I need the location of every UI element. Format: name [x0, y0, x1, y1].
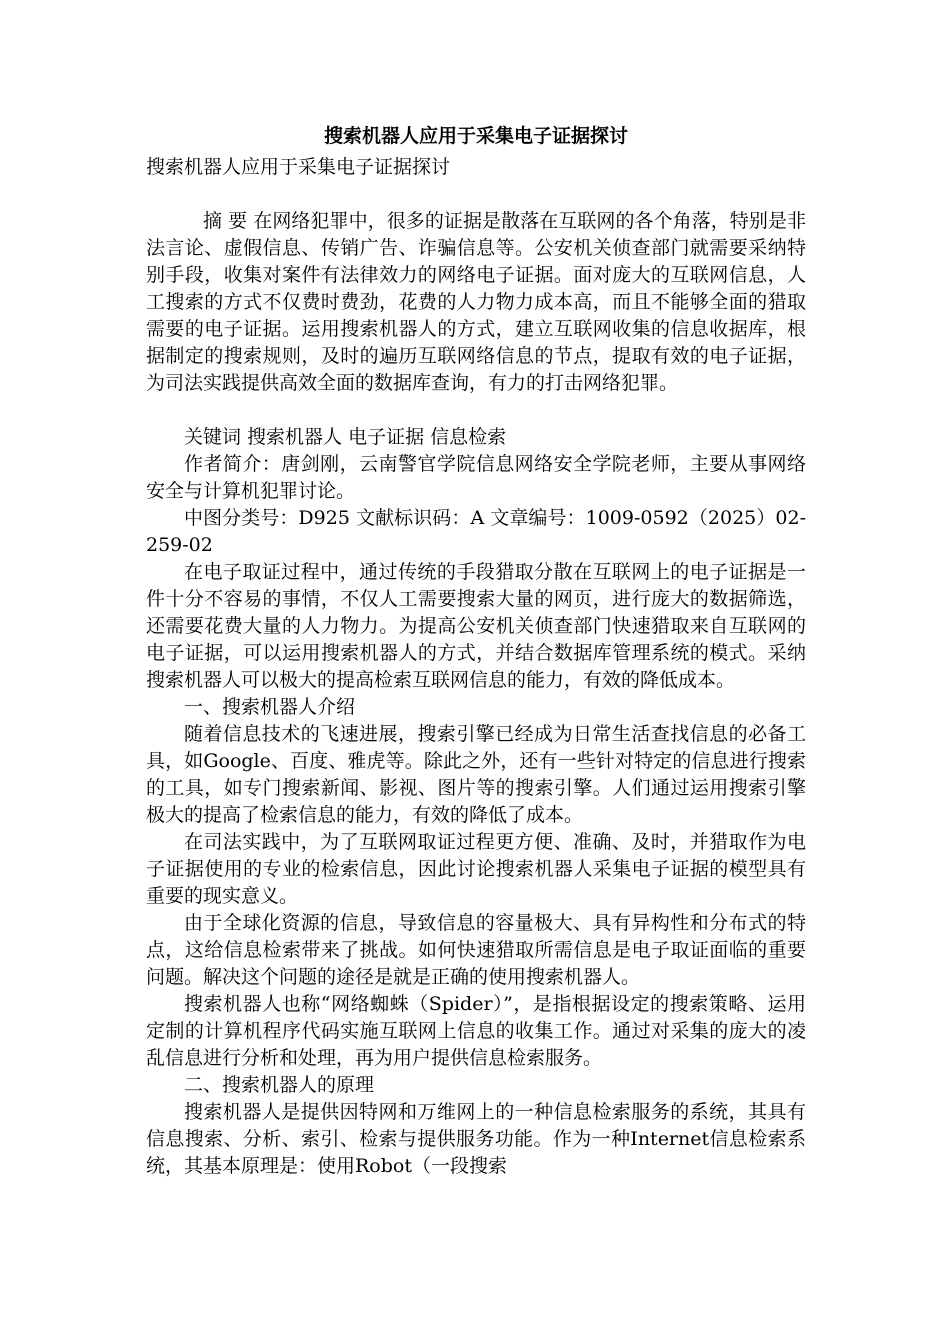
blank-line	[146, 181, 806, 208]
document-page	[146, 118, 806, 1180]
section-heading-2: 二、搜索机器人的原理	[184, 1074, 375, 1096]
body-paragraph: 由于全球化资源的信息，导致信息的容量极大、具有异构性和分布式的特点，这给信息检索带来了挑战。如何快速猎取所需信息是电子取证面临的重要问题。解决这个问题的途径是就是正确的使用搜索机器人。	[146, 912, 806, 988]
document-subtitle: 搜索机器人应用于采集电子证据探讨	[146, 156, 451, 178]
body-paragraph: 随着信息技术的飞速进展，搜索引擎已经成为日常生活查找信息的必备工具，如Google、百度、雅虎等。除此之外，还有一些针对特定的信息进行搜索的工具，如专门搜索新闻、影视、图片等的搜索引擎。人们通过运用搜索引擎极大的提高了检索信息的能力，有效的降低了成本。	[146, 723, 806, 826]
classification-line: 中图分类号：D925 文献标识码：A 文章编号：1009-0592（2025）02-259-02	[146, 507, 806, 556]
document-title: 搜索机器人应用于采集电子证据探讨	[323, 125, 628, 147]
section-heading-1: 一、搜索机器人介绍	[184, 696, 356, 718]
body-paragraph: 搜索机器人是提供因特网和万维网上的一种信息检索服务的系统，其具有信息搜索、分析、索引、检索与提供服务功能。作为一种Internet信息检索系统，其基本原理是：使用Robot（一段搜索	[146, 1101, 806, 1177]
body-paragraph: 搜索机器人也称“网络蜘蛛（Spider）”，是指根据设定的搜索策略、运用定制的计算机程序代码实施互联网上信息的收集工作。通过对采集的庞大的凌乱信息进行分析和处理，再为用户提供信息检索服务。	[146, 993, 806, 1069]
body-paragraph: 在司法实践中，为了互联网取证过程更方便、准确、及时，并猎取作为电子证据使用的专业的检索信息，因此讨论搜索机器人采集电子证据的模型具有重要的现实意义。	[146, 831, 806, 907]
keywords-line: 关键词 搜索机器人 电子证据 信息检索	[184, 426, 507, 448]
abstract-paragraph: 摘 要 在网络犯罪中，很多的证据是散落在互联网的各个角落，特别是非法言论、虚假信息、传销广告、诈骗信息等。公安机关侦查部门就需要采纳特别手段，收集对案件有法律效力的网络电子证据。面对庞大的互联网信息，人工搜索的方式不仅费时费劲，花费的人力物力成本高，而且不能够全面的猎取需要的电子证据。运用搜索机器人的方式，建立互联网收集的信息收据库，根据制定的搜索规则，及时的遍历互联网络信息的节点，提取有效的电子证据，为司法实践提供高效全面的数据库查询，有力的打击网络犯罪。	[146, 210, 806, 394]
intro-paragraph: 在电子取证过程中，通过传统的手段猎取分散在互联网上的电子证据是一件十分不容易的事情，不仅人工需要搜索大量的网页，进行庞大的数据筛选，还需要花费大量的人力物力。为提高公安机关侦查部门快速猎取来自互联网的电子证据，可以运用搜索机器人的方式，并结合数据库管理系统的模式。采纳搜索机器人可以极大的提高检索互联网信息的能力，有效的降低成本。	[146, 561, 806, 691]
author-note: 作者简介：唐剑刚，云南警官学院信息网络安全学院老师，主要从事网络安全与计算机犯罪讨论。	[146, 453, 806, 502]
blank-line	[146, 397, 806, 424]
